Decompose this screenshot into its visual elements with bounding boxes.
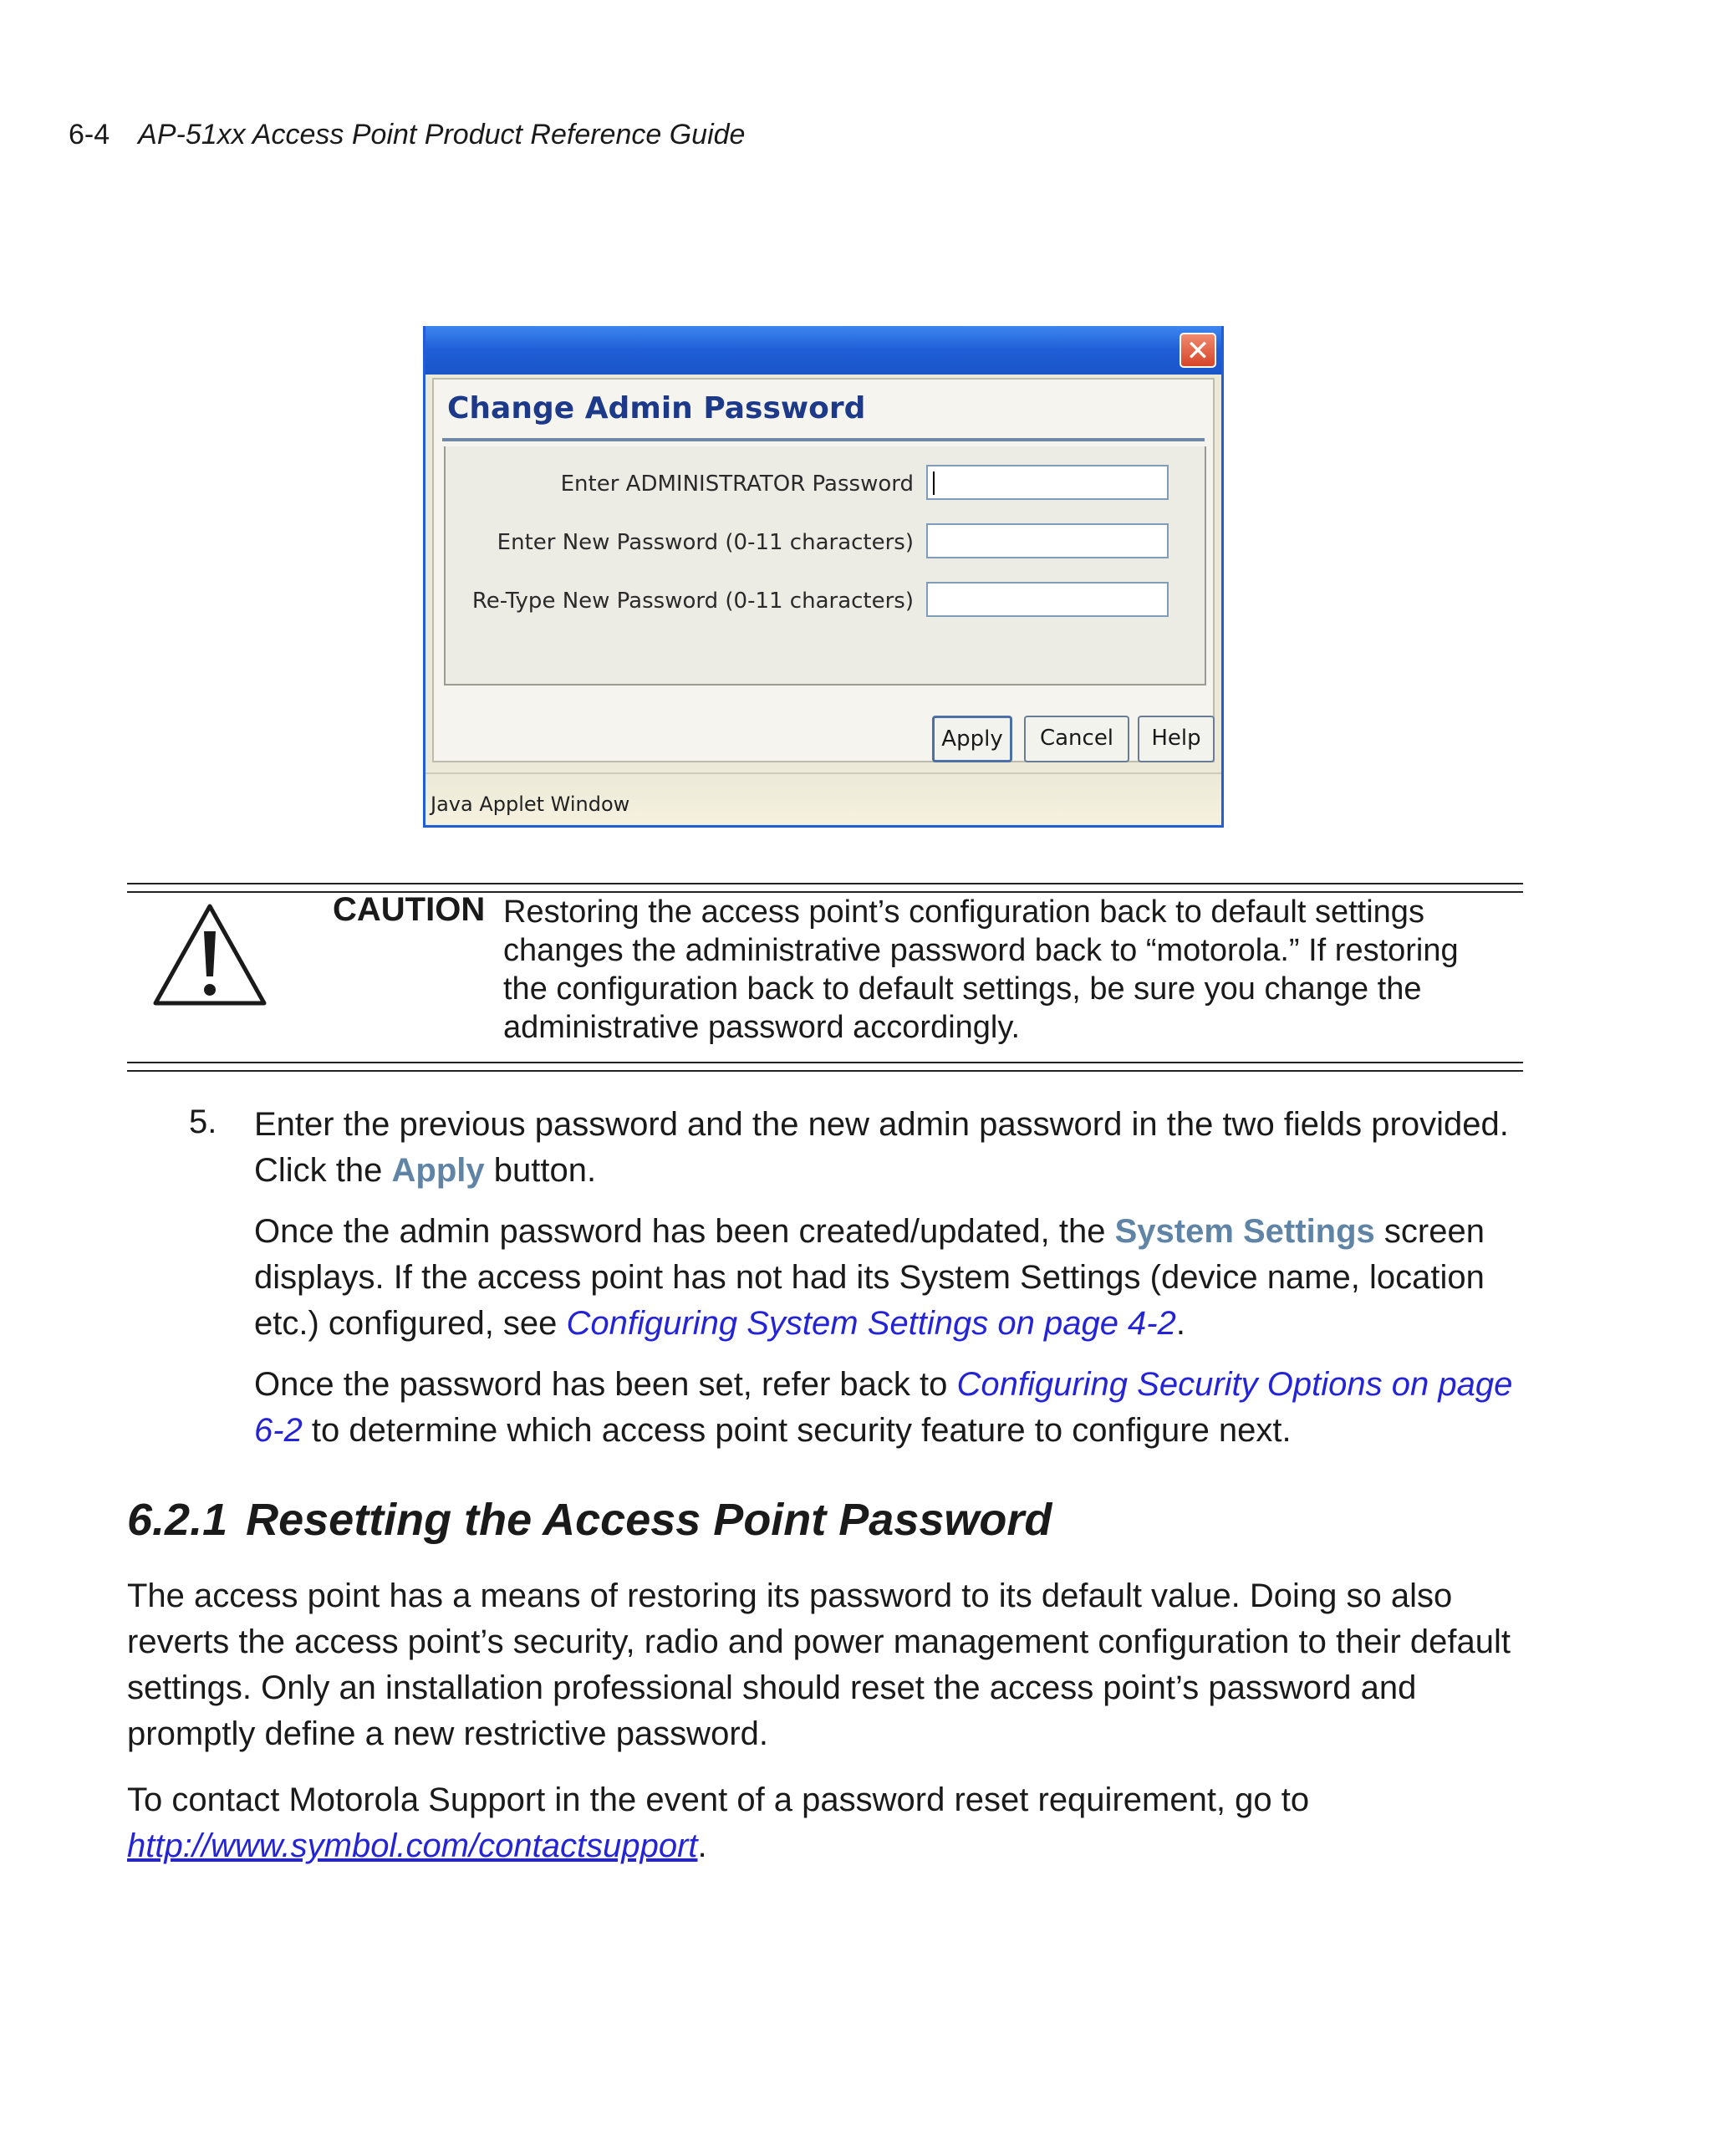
system-settings-link[interactable]: Configuring System Settings on page 4-2 — [566, 1305, 1176, 1342]
support-text: To contact Motorola Support in the event of a password reset requirement, go to — [127, 1781, 1310, 1818]
field-row-admin-password — [446, 465, 1208, 503]
admin-password-label: Enter ADMINISTRATOR Password — [560, 471, 914, 497]
section-paragraph-2 — [127, 1777, 1523, 1869]
new-password-label: Enter New Password (0-11 characters) — [497, 530, 914, 555]
password-fields-group — [444, 446, 1206, 686]
guide-title: AP-51xx Access Point Product Reference Guide — [138, 119, 746, 150]
section-title: Resetting the Access Point Password — [246, 1495, 1052, 1545]
step-text: . — [1175, 1305, 1185, 1342]
dialog-titlebar — [425, 326, 1221, 375]
change-admin-password-dialog — [423, 326, 1224, 828]
admin-password-input[interactable] — [926, 465, 1169, 500]
security-options-link[interactable]: Configuring Security Options on page 6-2 — [254, 1366, 1513, 1449]
step-text: button. — [484, 1152, 597, 1189]
caution-text: Restoring the access point’s configuration back to default settings changes the administrative password back to “motorola.” If restoring the configuration back to default settings, be sure you change the administrative password accordingly. — [503, 895, 1459, 1045]
cancel-button[interactable]: Cancel — [1024, 716, 1129, 762]
dialog-title: Change Admin Password — [447, 391, 866, 426]
field-row-retype-password — [446, 582, 1208, 620]
system-settings-emphasis: System Settings — [1114, 1213, 1375, 1250]
apply-button[interactable]: Apply — [932, 716, 1012, 762]
step-text: Enter the previous password and the new admin password in the two fields provided. Click the — [254, 1106, 1509, 1189]
title-separator — [442, 438, 1205, 441]
new-password-input[interactable] — [926, 523, 1169, 558]
field-row-new-password — [446, 523, 1208, 562]
caution-bottom-rule-inner — [127, 1062, 1523, 1063]
step-number: 5. — [189, 1103, 217, 1140]
applet-status-text: Java Applet Window — [431, 793, 630, 816]
page-number: 6-4 — [69, 119, 110, 150]
running-header — [69, 119, 745, 151]
section-heading — [127, 1494, 1052, 1546]
step-text: screen displays. If the access point has not had its System Settings (device name, location etc.) configured, see — [254, 1213, 1485, 1342]
applet-status-bar — [425, 772, 1221, 824]
caution-label: CAUTION — [333, 891, 486, 928]
retype-password-input[interactable] — [926, 582, 1169, 617]
apply-emphasis: Apply — [391, 1152, 485, 1189]
close-icon[interactable]: ✕ — [1180, 333, 1216, 368]
step-text: Once the password has been set, refer back to — [254, 1366, 957, 1403]
section-paragraph-1: The access point has a means of restoring its password to its default value. Doing so also reverts the access point’s security, radio and power management configuration to their default settings. Only an installation professional should reset the access point’s password and promptly define a new restrictive password. — [127, 1577, 1511, 1752]
step-paragraph-2 — [254, 1209, 1525, 1347]
contact-support-link[interactable]: http://www.symbol.com/contactsupport — [127, 1827, 698, 1864]
step-paragraph-1 — [254, 1102, 1525, 1194]
step-text: Once the admin password has been created/updated, the — [254, 1213, 1115, 1250]
dialog-panel — [432, 378, 1215, 762]
caution-bottom-rule — [127, 1070, 1523, 1072]
section-number: 6.2.1 — [127, 1495, 228, 1545]
text-caret — [933, 471, 935, 495]
step-paragraph-3 — [254, 1362, 1525, 1454]
support-text-end: . — [697, 1827, 707, 1864]
step-text: to determine which access point security feature to configure next. — [302, 1412, 1292, 1449]
retype-password-label: Re-Type New Password (0-11 characters) — [471, 589, 914, 614]
caution-top-rule — [127, 883, 1523, 884]
help-button[interactable]: Help — [1138, 716, 1215, 762]
warning-triangle-icon — [150, 900, 269, 1010]
